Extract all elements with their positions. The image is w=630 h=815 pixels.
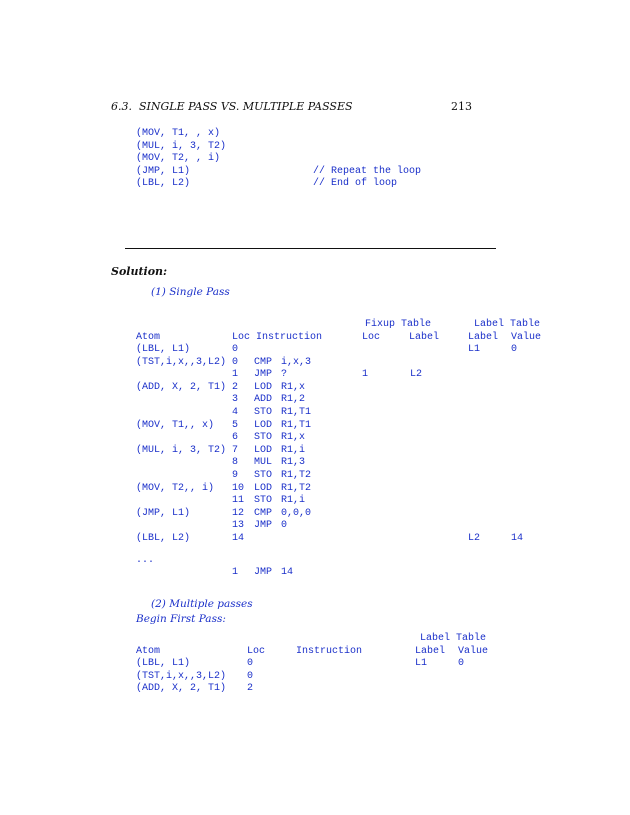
mp-col-loc: Loc bbox=[247, 646, 266, 657]
col-atom: Atom bbox=[136, 332, 161, 343]
mp-row-loc: 0 bbox=[247, 670, 254, 682]
row-args: i,x,3 bbox=[281, 356, 312, 368]
code-line: (MUL, i, 3, T2) bbox=[136, 140, 227, 152]
row-fixup-loc: 1 bbox=[362, 369, 369, 381]
row-op: CMP bbox=[254, 356, 273, 368]
mp-row-atom: (LBL, L1) bbox=[136, 658, 191, 669]
col-loc-instruction: Loc Instruction bbox=[232, 332, 323, 343]
row-op: LOD bbox=[254, 482, 273, 494]
fixup-loc: 1 bbox=[232, 567, 239, 578]
row-loc: 14 bbox=[232, 533, 245, 544]
fixup-op: JMP bbox=[254, 567, 273, 578]
ellipsis: ... bbox=[136, 555, 155, 566]
code-line: (LBL, L2) bbox=[136, 178, 191, 190]
row-args: R1,3 bbox=[281, 457, 306, 469]
row-op: LOD bbox=[254, 444, 273, 456]
row-value: 14 bbox=[511, 533, 524, 544]
mp-row-loc: 2 bbox=[247, 683, 254, 695]
mp-row-loc: 0 bbox=[247, 658, 254, 669]
row-args: 0,0,0 bbox=[281, 507, 312, 519]
single-pass-heading: (1) Single Pass bbox=[151, 286, 230, 298]
solution-label: Solution: bbox=[111, 265, 168, 278]
code-comment: // Repeat the loop bbox=[313, 165, 422, 177]
mp-label-table-title: Label Table bbox=[420, 633, 487, 644]
row-value: 0 bbox=[511, 344, 518, 355]
row-args: R1,x bbox=[281, 432, 306, 444]
code-line: (MOV, T2, , i) bbox=[136, 153, 221, 165]
col-label-value: Value bbox=[511, 332, 542, 343]
row-loc: 0 bbox=[232, 356, 239, 368]
row-args: ? bbox=[281, 369, 288, 381]
row-atom: (ADD, X, 2, T1) bbox=[136, 381, 227, 393]
label-table-title: Label Table bbox=[474, 319, 541, 330]
row-args: R1,i bbox=[281, 495, 306, 507]
row-loc: 2 bbox=[232, 381, 239, 393]
mp-row-value: 0 bbox=[458, 658, 465, 669]
row-loc: 7 bbox=[232, 444, 239, 456]
row-loc: 4 bbox=[232, 407, 239, 418]
row-fixup-label: L2 bbox=[410, 369, 423, 381]
row-args: R1,T2 bbox=[281, 470, 312, 481]
row-op: ADD bbox=[254, 394, 273, 406]
row-args: R1,2 bbox=[281, 394, 306, 406]
row-op: JMP bbox=[254, 369, 273, 381]
running-header: 6.3. SINGLE PASS VS. MULTIPLE PASSES bbox=[111, 100, 353, 113]
row-loc: 5 bbox=[232, 419, 239, 431]
fixup-table-title: Fixup Table bbox=[365, 319, 432, 330]
row-op: JMP bbox=[254, 520, 273, 532]
row-atom: (MOV, T1,, x) bbox=[136, 419, 215, 431]
row-op: STO bbox=[254, 495, 273, 507]
fixup-args: 14 bbox=[281, 567, 294, 578]
row-op: LOD bbox=[254, 381, 273, 393]
mp-col-atom: Atom bbox=[136, 646, 161, 657]
row-loc: 6 bbox=[232, 432, 239, 444]
row-args: 0 bbox=[281, 520, 288, 532]
row-op: STO bbox=[254, 432, 273, 444]
row-atom: (JMP, L1) bbox=[136, 507, 191, 519]
row-loc: 1 bbox=[232, 369, 239, 381]
code-line: (MOV, T1, , x) bbox=[136, 128, 221, 139]
row-loc: 3 bbox=[232, 394, 239, 406]
row-args: R1,T2 bbox=[281, 482, 312, 494]
mp-col-instruction: Instruction bbox=[296, 646, 363, 657]
row-op: MUL bbox=[254, 457, 273, 469]
mp-row-label: L1 bbox=[415, 658, 428, 669]
row-op: STO bbox=[254, 470, 273, 481]
row-op: STO bbox=[254, 407, 273, 418]
row-loc: 9 bbox=[232, 470, 239, 481]
row-loc: 11 bbox=[232, 495, 245, 507]
row-atom: (MOV, T2,, i) bbox=[136, 482, 215, 494]
row-atom: (LBL, L2) bbox=[136, 533, 191, 544]
row-args: R1,T1 bbox=[281, 419, 312, 431]
row-atom: (TST,i,x,,3,L2) bbox=[136, 356, 227, 368]
row-op: LOD bbox=[254, 419, 273, 431]
code-line: (JMP, L1) bbox=[136, 165, 191, 177]
row-atom: (MUL, i, 3, T2) bbox=[136, 444, 227, 456]
row-loc: 0 bbox=[232, 344, 239, 355]
mp-col-value: Value bbox=[458, 646, 489, 657]
row-args: R1,x bbox=[281, 381, 306, 393]
first-pass-heading: Begin First Pass: bbox=[136, 613, 226, 625]
row-loc: 13 bbox=[232, 520, 245, 532]
row-loc: 8 bbox=[232, 457, 239, 469]
row-loc: 12 bbox=[232, 507, 245, 519]
code-comment: // End of loop bbox=[313, 178, 398, 190]
horizontal-rule bbox=[125, 248, 496, 249]
row-loc: 10 bbox=[232, 482, 245, 494]
col-fixup-label: Label bbox=[409, 332, 440, 343]
row-atom: (LBL, L1) bbox=[136, 344, 191, 355]
page-number: 213 bbox=[451, 100, 472, 113]
row-label: L1 bbox=[468, 344, 481, 355]
row-label: L2 bbox=[468, 533, 481, 544]
row-args: R1,T1 bbox=[281, 407, 312, 418]
col-fixup-loc: Loc bbox=[362, 332, 381, 343]
row-args: R1,i bbox=[281, 444, 306, 456]
mp-row-atom: (ADD, X, 2, T1) bbox=[136, 683, 227, 695]
row-op: CMP bbox=[254, 507, 273, 519]
col-label-label: Label bbox=[468, 332, 499, 343]
multi-pass-heading: (2) Multiple passes bbox=[151, 598, 253, 610]
mp-row-atom: (TST,i,x,,3,L2) bbox=[136, 670, 227, 682]
mp-col-label: Label bbox=[415, 646, 446, 657]
